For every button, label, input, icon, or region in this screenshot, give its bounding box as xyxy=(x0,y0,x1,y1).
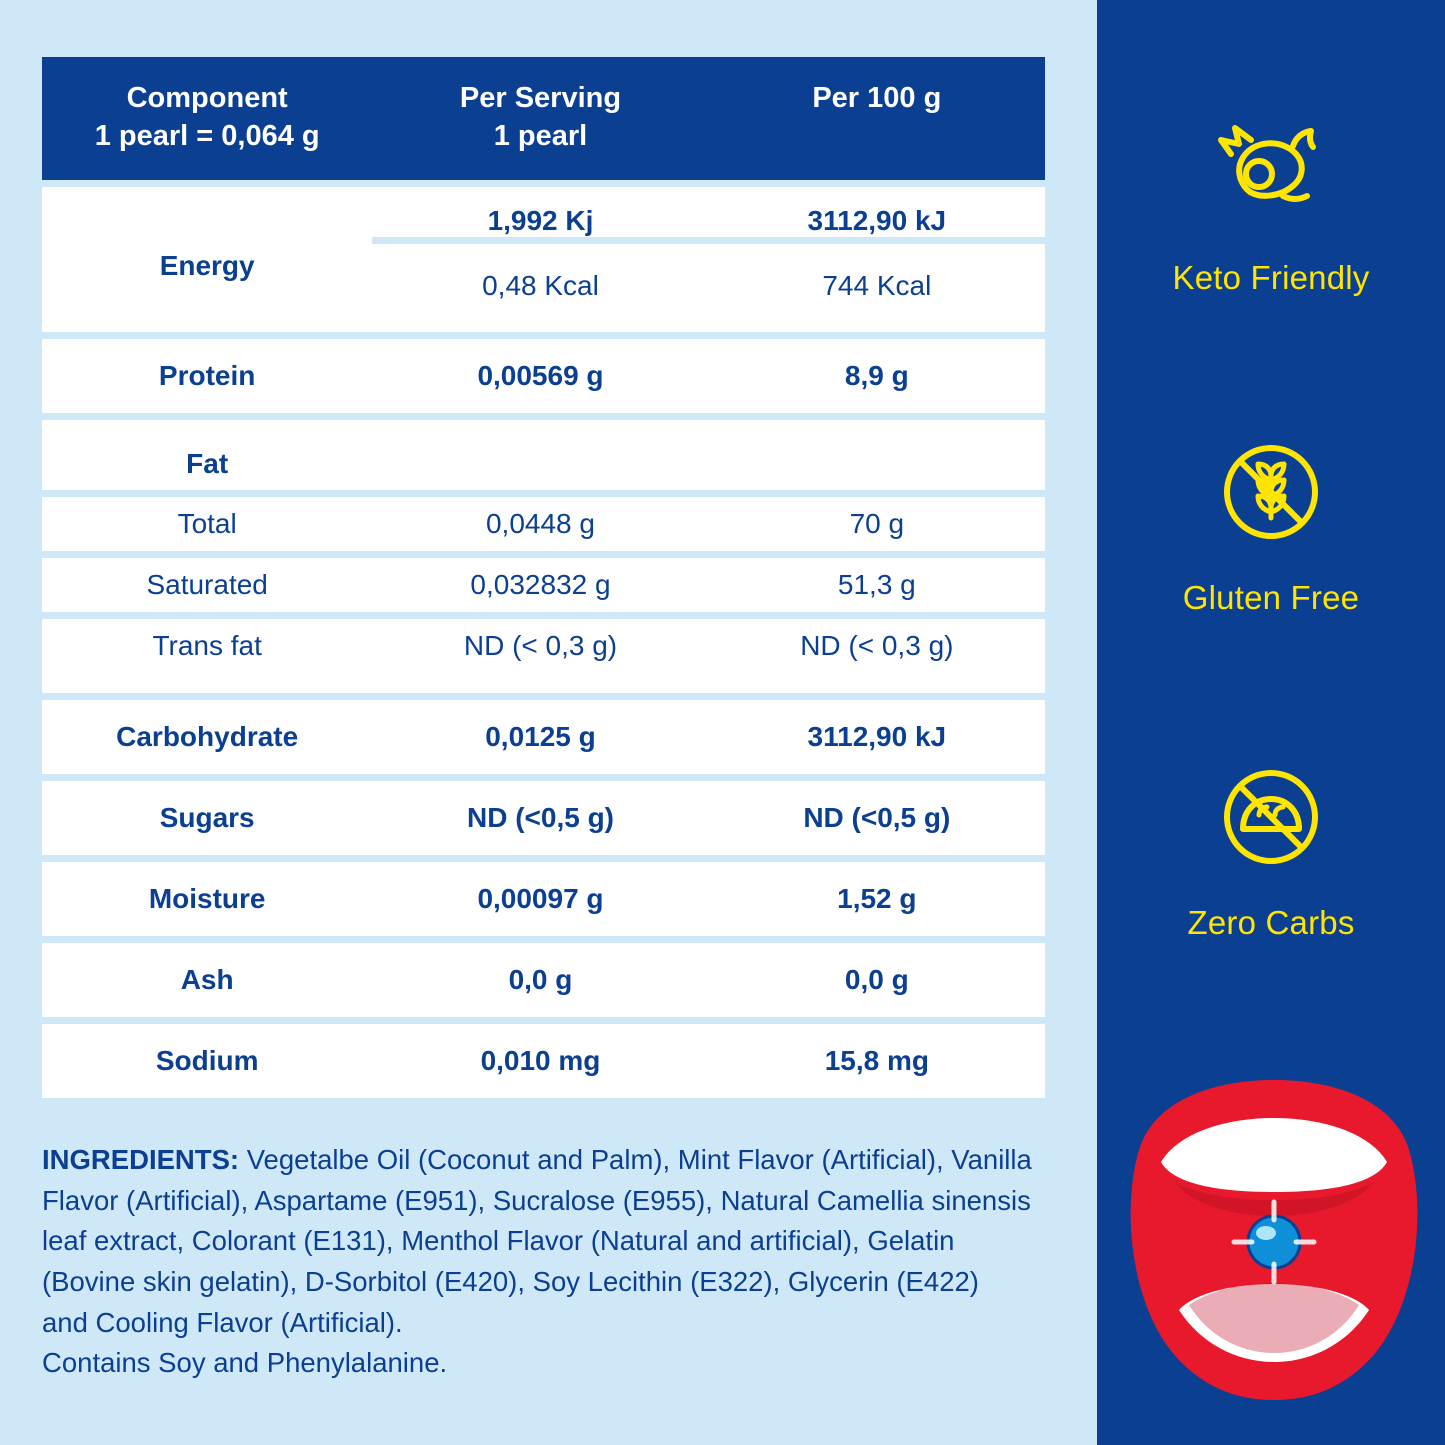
sodium-per-serving: 0,010 mg xyxy=(480,1044,601,1076)
row-label-moisture: Moisture xyxy=(148,882,266,914)
row-label-sodium: Sodium xyxy=(155,1044,259,1076)
row-label-protein: Protein xyxy=(158,359,256,391)
badge-carbs-label: Zero Carbs xyxy=(1187,904,1355,941)
open-mouth-with-pearl-illustration xyxy=(1119,1070,1429,1400)
energy-per-100g-kj: 3112,90 kJ xyxy=(807,204,947,236)
table-row-fat-title xyxy=(42,420,1045,490)
ingredients-title: INGREDIENTS: xyxy=(42,1144,240,1175)
fat-saturated-per-100g: 51,3 g xyxy=(837,568,916,600)
fat-total-per-100g: 70 g xyxy=(849,507,905,539)
row-label-ash: Ash xyxy=(180,963,234,995)
row-label-fat-trans: Trans fat xyxy=(152,629,262,661)
table-row-carbohydrate xyxy=(42,700,1045,774)
table-row-fat-total xyxy=(42,497,1045,551)
header-per-100g-title: Per 100 g xyxy=(812,82,942,114)
fat-total-per-serving: 0,0448 g xyxy=(485,507,595,539)
sugars-per-100g: ND (<0,5 g) xyxy=(803,801,951,833)
table-row-sodium xyxy=(42,1024,1045,1098)
header-component-title: Component xyxy=(126,82,288,114)
header-component-subtitle: 1 pearl = 0,064 g xyxy=(94,120,320,153)
badge-keto-label: Keto Friendly xyxy=(1172,259,1370,296)
header-per-100g-spacer xyxy=(709,117,1045,155)
fat-trans-per-serving: ND (< 0,3 g) xyxy=(463,629,618,661)
row-label-fat-saturated: Saturated xyxy=(146,568,268,600)
ingredients-allergen: Contains Soy and Phenylalanine. xyxy=(42,1347,448,1379)
badge-keto-friendly xyxy=(1097,110,1445,297)
ash-per-serving: 0,0 g xyxy=(508,963,573,995)
ash-per-100g: 0,0 g xyxy=(844,963,909,995)
energy-per-serving-kj: 1,992 Kj xyxy=(487,204,594,236)
header-per-100g xyxy=(709,57,1045,180)
ingredients-block xyxy=(42,1140,1032,1384)
energy-per-serving-kcal: 0,48 Kcal xyxy=(482,269,599,301)
badge-gluten-free xyxy=(1097,430,1445,617)
keto-meat-icon xyxy=(1097,110,1445,245)
moisture-per-100g: 1,52 g xyxy=(837,882,917,914)
sodium-per-100g: 15,8 mg xyxy=(824,1044,929,1076)
table-row-ash xyxy=(42,943,1045,1017)
no-bread-icon xyxy=(1097,755,1445,890)
fat-title-spacer-serving xyxy=(372,420,708,490)
moisture-per-serving: 0,00097 g xyxy=(477,882,604,914)
table-row-moisture xyxy=(42,862,1045,936)
energy-per-100g-kcal: 744 Kcal xyxy=(822,269,932,301)
right-badge-column xyxy=(1097,0,1445,1445)
header-per-serving xyxy=(372,57,708,180)
carbohydrate-per-serving: 0,0125 g xyxy=(485,720,596,752)
table-row-energy xyxy=(42,187,1045,237)
row-label-carbohydrate: Carbohydrate xyxy=(116,720,299,752)
badge-zero-carbs xyxy=(1097,755,1445,942)
protein-per-100g: 8,9 g xyxy=(844,359,909,391)
sugars-per-serving: ND (<0,5 g) xyxy=(466,801,614,833)
row-label-sugars: Sugars xyxy=(159,801,255,833)
fat-trans-per-100g: ND (< 0,3 g) xyxy=(800,629,954,661)
ingredients-body: Vegetalbe Oil (Coconut and Palm), Mint Flavor (Artificial), Vanilla Flavor (Artificial), Aspartame (E951), Sucralose (E955), Natural Camellia sinensis leaf extract, Colorant (E131), Menthol Flavor (Natural and artificial), Gelatin (Bovine skin gelatin), D-Sorbitol (E420), Soy Lecithin (E322), Glycerin (E422) and Cooling Flavor (Artificial). xyxy=(42,1144,1032,1338)
row-label-fat: Fat xyxy=(186,447,229,479)
row-label-energy: Energy xyxy=(159,250,255,282)
table-row-sugars xyxy=(42,781,1045,855)
badge-gluten-label: Gluten Free xyxy=(1182,579,1360,616)
fat-title-spacer-100g xyxy=(709,420,1045,490)
carbohydrate-per-100g: 3112,90 kJ xyxy=(807,720,947,752)
row-label-fat-total: Total xyxy=(177,507,237,539)
no-wheat-icon xyxy=(1097,430,1445,565)
header-component xyxy=(42,57,372,180)
table-row-fat-saturated xyxy=(42,558,1045,612)
header-per-serving-subtitle: 1 pearl xyxy=(493,120,588,153)
table-row-protein xyxy=(42,339,1045,413)
protein-per-serving: 0,00569 g xyxy=(477,359,604,391)
nutrition-table xyxy=(42,50,1045,1105)
table-row-fat-trans xyxy=(42,619,1045,693)
fat-saturated-per-serving: 0,032832 g xyxy=(470,568,611,600)
table-header-row xyxy=(42,57,1045,180)
header-per-serving-title: Per Serving xyxy=(459,82,622,114)
